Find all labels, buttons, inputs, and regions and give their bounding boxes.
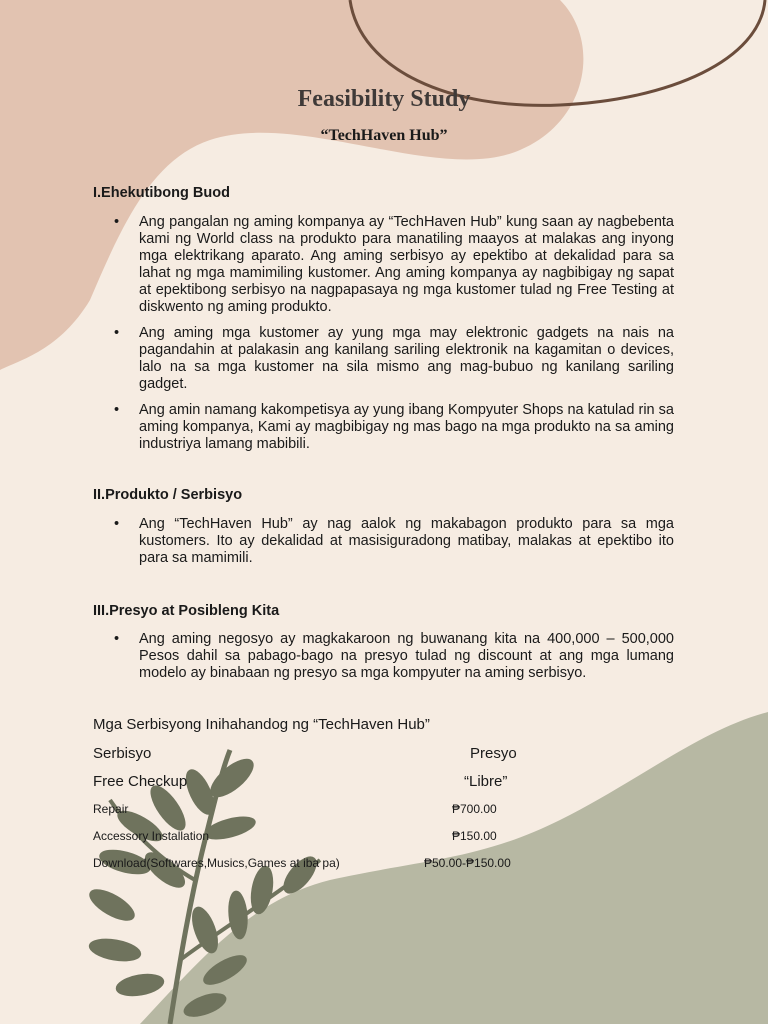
section-2-bullets — [114, 516, 674, 576]
services-title: Mga Serbisyong Inihahandog ng “TechHaven Hub” — [93, 716, 430, 733]
list-item: • Ang “TechHaven Hub” ay nag aalok ng makabagon produkto para sa mga kustomers. Ito ay dekalidad at masisiguradong matibay, malakas at epektibo ito para sa mamimili. — [114, 516, 674, 566]
section-1-bullets — [114, 214, 674, 462]
section-heading-produkto-serbisyo: II.Produkto / Serbisyo — [93, 487, 243, 503]
section-heading-ehekutibong-buod: I.Ehekutibong Buod — [93, 185, 230, 201]
document-subtitle: “TechHaven Hub” — [320, 127, 448, 144]
section-heading-presyo-at-posibleng-kita: III.Presyo at Posibleng Kita — [93, 603, 280, 619]
service-price: ₱700.00 — [452, 802, 497, 816]
list-item: • Ang aming negosyo ay magkakaroon ng buwanang kita na 400,000 – 500,000 Pesos dahil sa pabago-bago na presyo tulad ng discount at ang mga lumang modelo ay binabaan ng presyo sa mga kompyuter na aming serbisyo. — [114, 631, 674, 681]
bullet-icon: • — [114, 516, 120, 532]
service-name: Download(Softwares,Musics,Games at iba pa) — [93, 856, 340, 870]
list-item: • Ang amin namang kakompetisya ay yung ibang Kompyuter Shops na katulad rin sa aming kompanya, Kami ay magbibigay ng mas bago na mga produkto na sa aming industriya lamang mabibili. — [114, 402, 674, 452]
service-name: Free Checkup — [93, 773, 188, 790]
list-item: • Ang pangalan ng aming kompanya ay “TechHaven Hub” kung saan ay nagbebenta kami ng World class na produkto para manatiling maayos at malakas ang inyong mga elektrikang aparato. Ang aming serbisyo ay epektibo at dekalidad para sa lahat ng mga mamimiling kustomer. Ang aming kompanya ay nagbibigay ng sapat at epektibong serbisyo na nagpapasaya ng mga kustomer tulad ng Free Testing at diskwento ng aming produkto. — [114, 214, 674, 315]
document-title: Feasibility Study — [297, 86, 471, 112]
services-column-header: Serbisyo — [93, 745, 152, 762]
list-item: • Ang aming mga kustomer ay yung mga may elektronic gadgets na nais na pagandahin at palakasin ang kanilang sariling elektronik na kagamitan o devices, lalo na sa mga kustomer na sila mismo ang mag-bubuo ng kanilang sariling gadget. — [114, 325, 674, 392]
price-column-header: Presyo — [470, 745, 517, 762]
bullet-icon: • — [114, 402, 120, 418]
service-price: ₱50.00-₱150.00 — [424, 856, 511, 870]
bullet-icon: • — [114, 214, 120, 230]
service-name: Repair — [93, 802, 129, 816]
service-price: “Libre” — [464, 773, 508, 790]
section-3-bullets — [114, 631, 674, 691]
service-price: ₱150.00 — [452, 829, 497, 843]
bullet-icon: • — [114, 325, 120, 341]
service-name: Accessory Installation — [93, 829, 210, 843]
bullet-icon: • — [114, 631, 120, 647]
